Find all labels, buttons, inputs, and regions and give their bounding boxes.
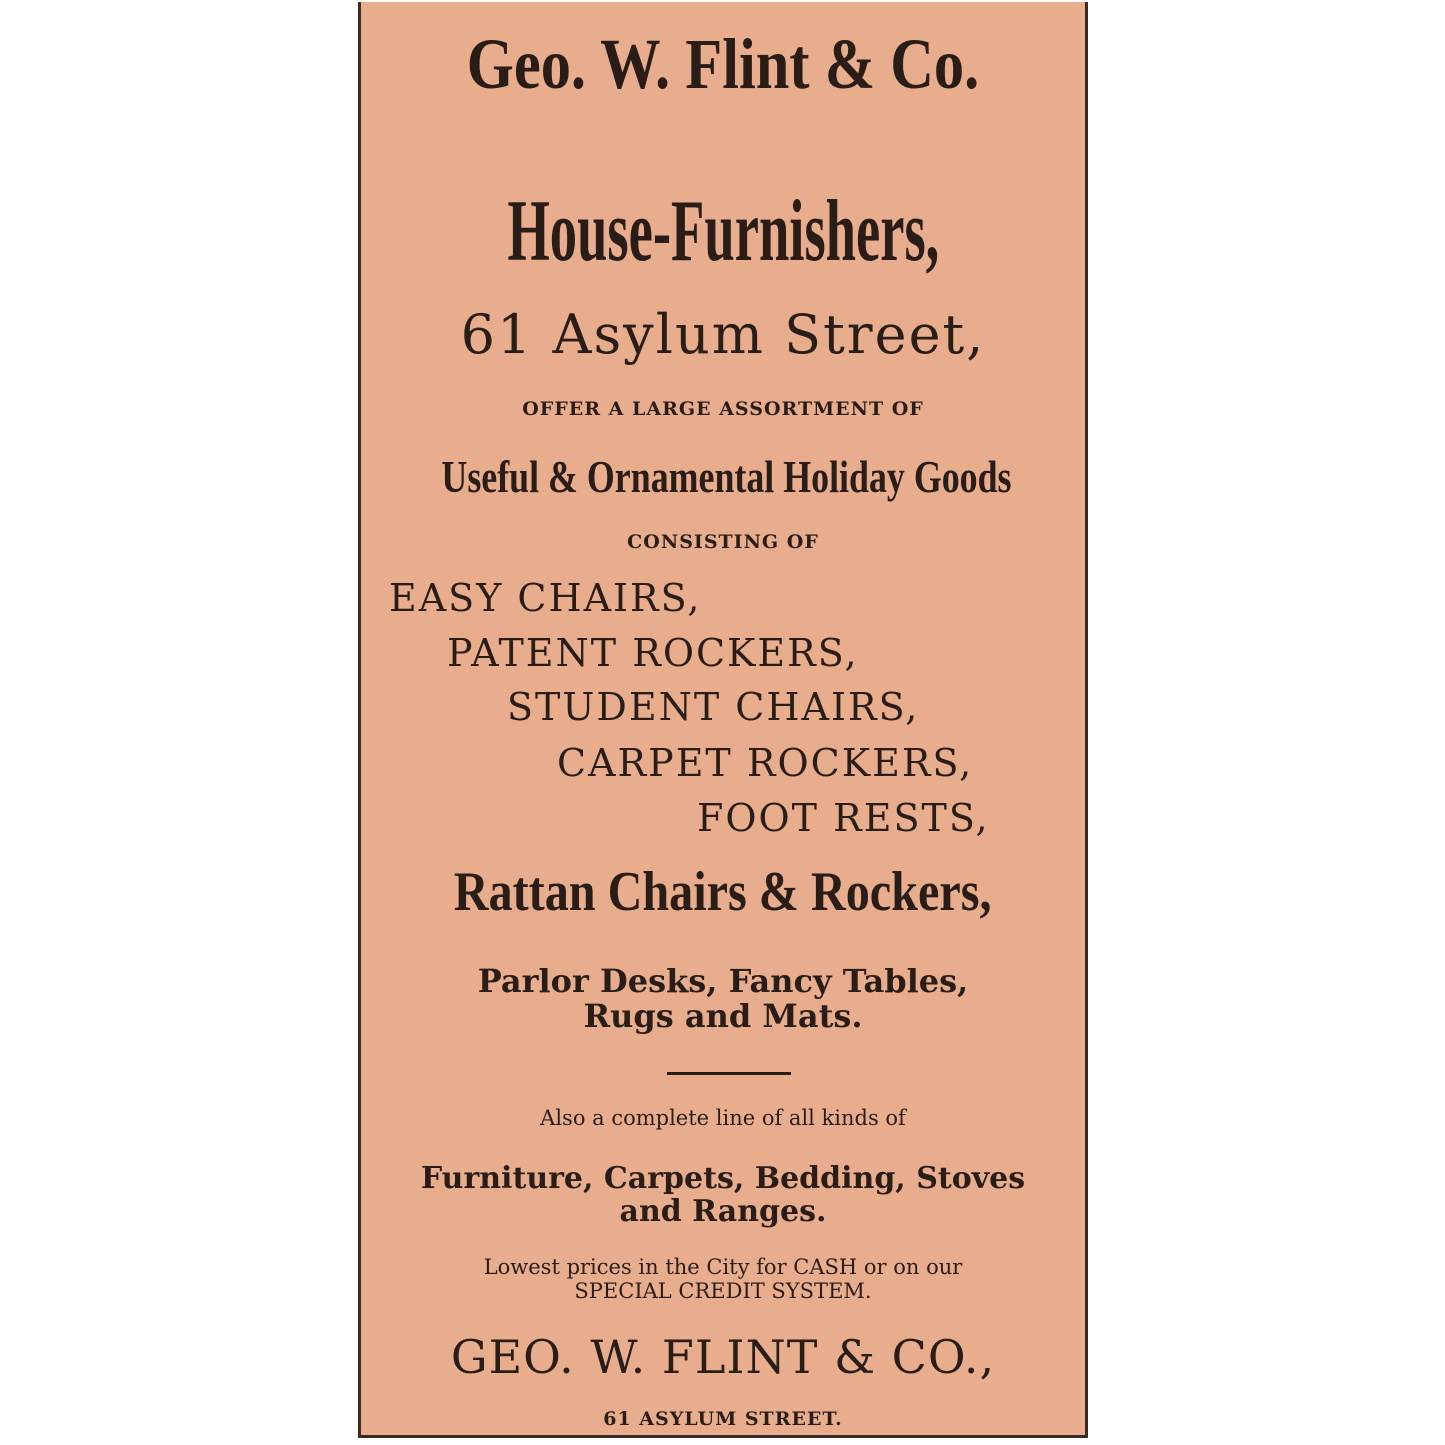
prices-line-1: Lowest prices in the City for CASH or on our [483,1255,963,1279]
furniture-items [361,1162,1085,1228]
holiday-goods-heading [361,451,1085,502]
goods-item-carpet-rockers: CARPET ROCKERS, [557,741,974,785]
offer-line: OFFER A LARGE ASSORTMENT OF [522,398,924,420]
goods-item-easy-chairs: EASY CHAIRS, [389,576,702,620]
street-address: 61 Asylum Street, [460,303,986,366]
goods-item-patent-rockers: PATENT ROCKERS, [447,631,859,675]
parlor-line-2: Rugs and Mats. [583,997,863,1036]
parlor-items [361,964,1085,1034]
furniture-line-1: Furniture, Carpets, Bedding, Stoves [420,1161,1026,1196]
furniture-line-2: and Ranges. [619,1194,827,1229]
parlor-line-1: Parlor Desks, Fancy Tables, [477,962,969,1000]
section-divider [667,1072,791,1075]
rattan-heading [361,861,1085,923]
goods-item-foot-rests: FOOT RESTS, [697,796,990,840]
holiday-goods-text: Useful & Ornamental Holiday Goods [441,451,1012,502]
goods-item-student-chairs: STUDENT CHAIRS, [507,685,920,729]
footer-address: 61 ASYLUM STREET. [603,1408,843,1430]
business-type-heading [361,183,1085,280]
advertisement-clipping [358,2,1088,1438]
rattan-text: Rattan Chairs & Rockers, [454,861,992,923]
prices-note [361,1255,1085,1303]
prices-line-2: SPECIAL CREDIT SYSTEM. [574,1279,872,1304]
business-type-text: House-Furnishers, [507,183,939,280]
also-line: Also a complete line of all kinds of [540,1106,906,1130]
company-name-heading [361,24,1085,104]
footer-company-name: GEO. W. FLINT & CO., [450,1330,996,1384]
consisting-line: CONSISTING OF [627,531,819,553]
company-name-text: Geo. W. Flint & Co. [466,24,980,104]
